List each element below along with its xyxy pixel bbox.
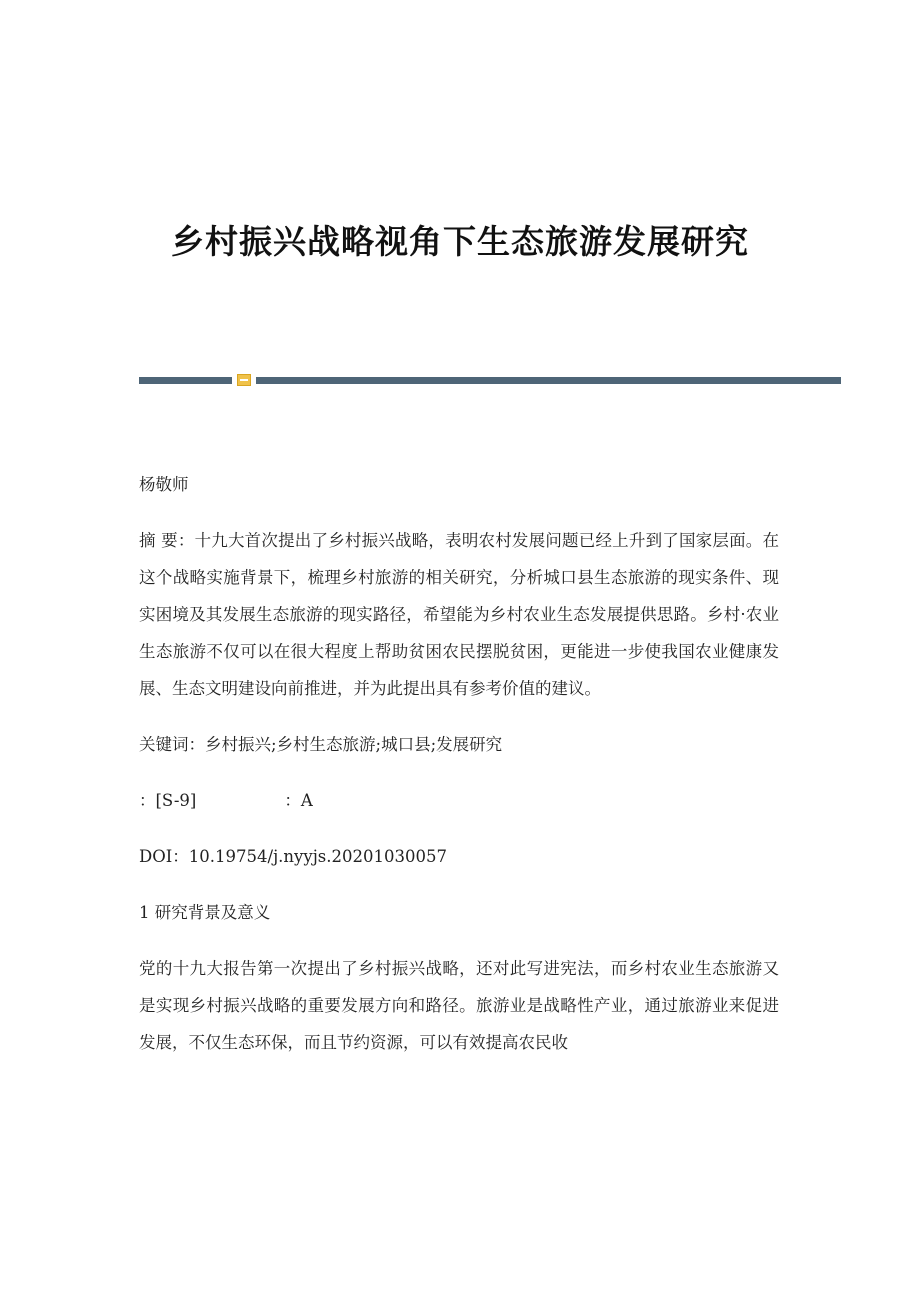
abstract-paragraph <box>139 522 779 707</box>
doi-text: DOI：10.19754/j.nyyjs.20201030057 <box>139 847 447 866</box>
section-1-text: 党的十九大报告第一次提出了乡村振兴战略，还对此写进宪法，而乡村农业生态旅游又是实现乡村振兴战略的重要发展方向和路径。旅游业是战略性产业，通过旅游业来促进发展，不仅生态环保，而且节约资源，可以有效提高农民收 <box>139 959 779 1052</box>
author-name: 杨敬师 <box>139 475 189 494</box>
abstract-label: 摘 要： <box>139 531 195 550</box>
abstract-text: 十九大首次提出了乡村振兴战略，表明农村发展问题已经上升到了国家层面。在这个战略实施背景下，梳理乡村旅游的相关研究，分析城口县生态旅游的现实条件、现实困境及其发展生态旅游的现实路径，希望能为乡村农业生态发展提供思路。乡村·农业生态旅游不仅可以在很大程度上帮助贫困农民摆脱贫困，更能进一步使我国农业健康发展、生态文明建设向前推进，并为此提出具有参考价值的建议。 <box>139 531 779 698</box>
section-heading <box>139 894 779 931</box>
classification-code: ：[S-9] <box>139 791 197 810</box>
author-line <box>139 466 779 503</box>
title-divider <box>139 373 841 387</box>
keywords-paragraph <box>139 726 779 763</box>
divider-bar-left <box>139 377 232 384</box>
doi-line <box>139 838 779 875</box>
document-body <box>139 466 779 1080</box>
page-title: 乡村振兴战略视角下生态旅游发展研究 <box>171 222 749 261</box>
classification-line <box>139 782 779 819</box>
divider-bar-right <box>256 377 841 384</box>
envelope-icon <box>237 374 251 386</box>
section-1-paragraph <box>139 950 779 1061</box>
document-code: ：A <box>284 791 313 810</box>
section-1-heading: 1 研究背景及意义 <box>139 903 271 922</box>
keywords-label: 关键词： <box>139 735 205 754</box>
keywords-text: 乡村振兴;乡村生态旅游;城口县;发展研究 <box>205 735 503 754</box>
